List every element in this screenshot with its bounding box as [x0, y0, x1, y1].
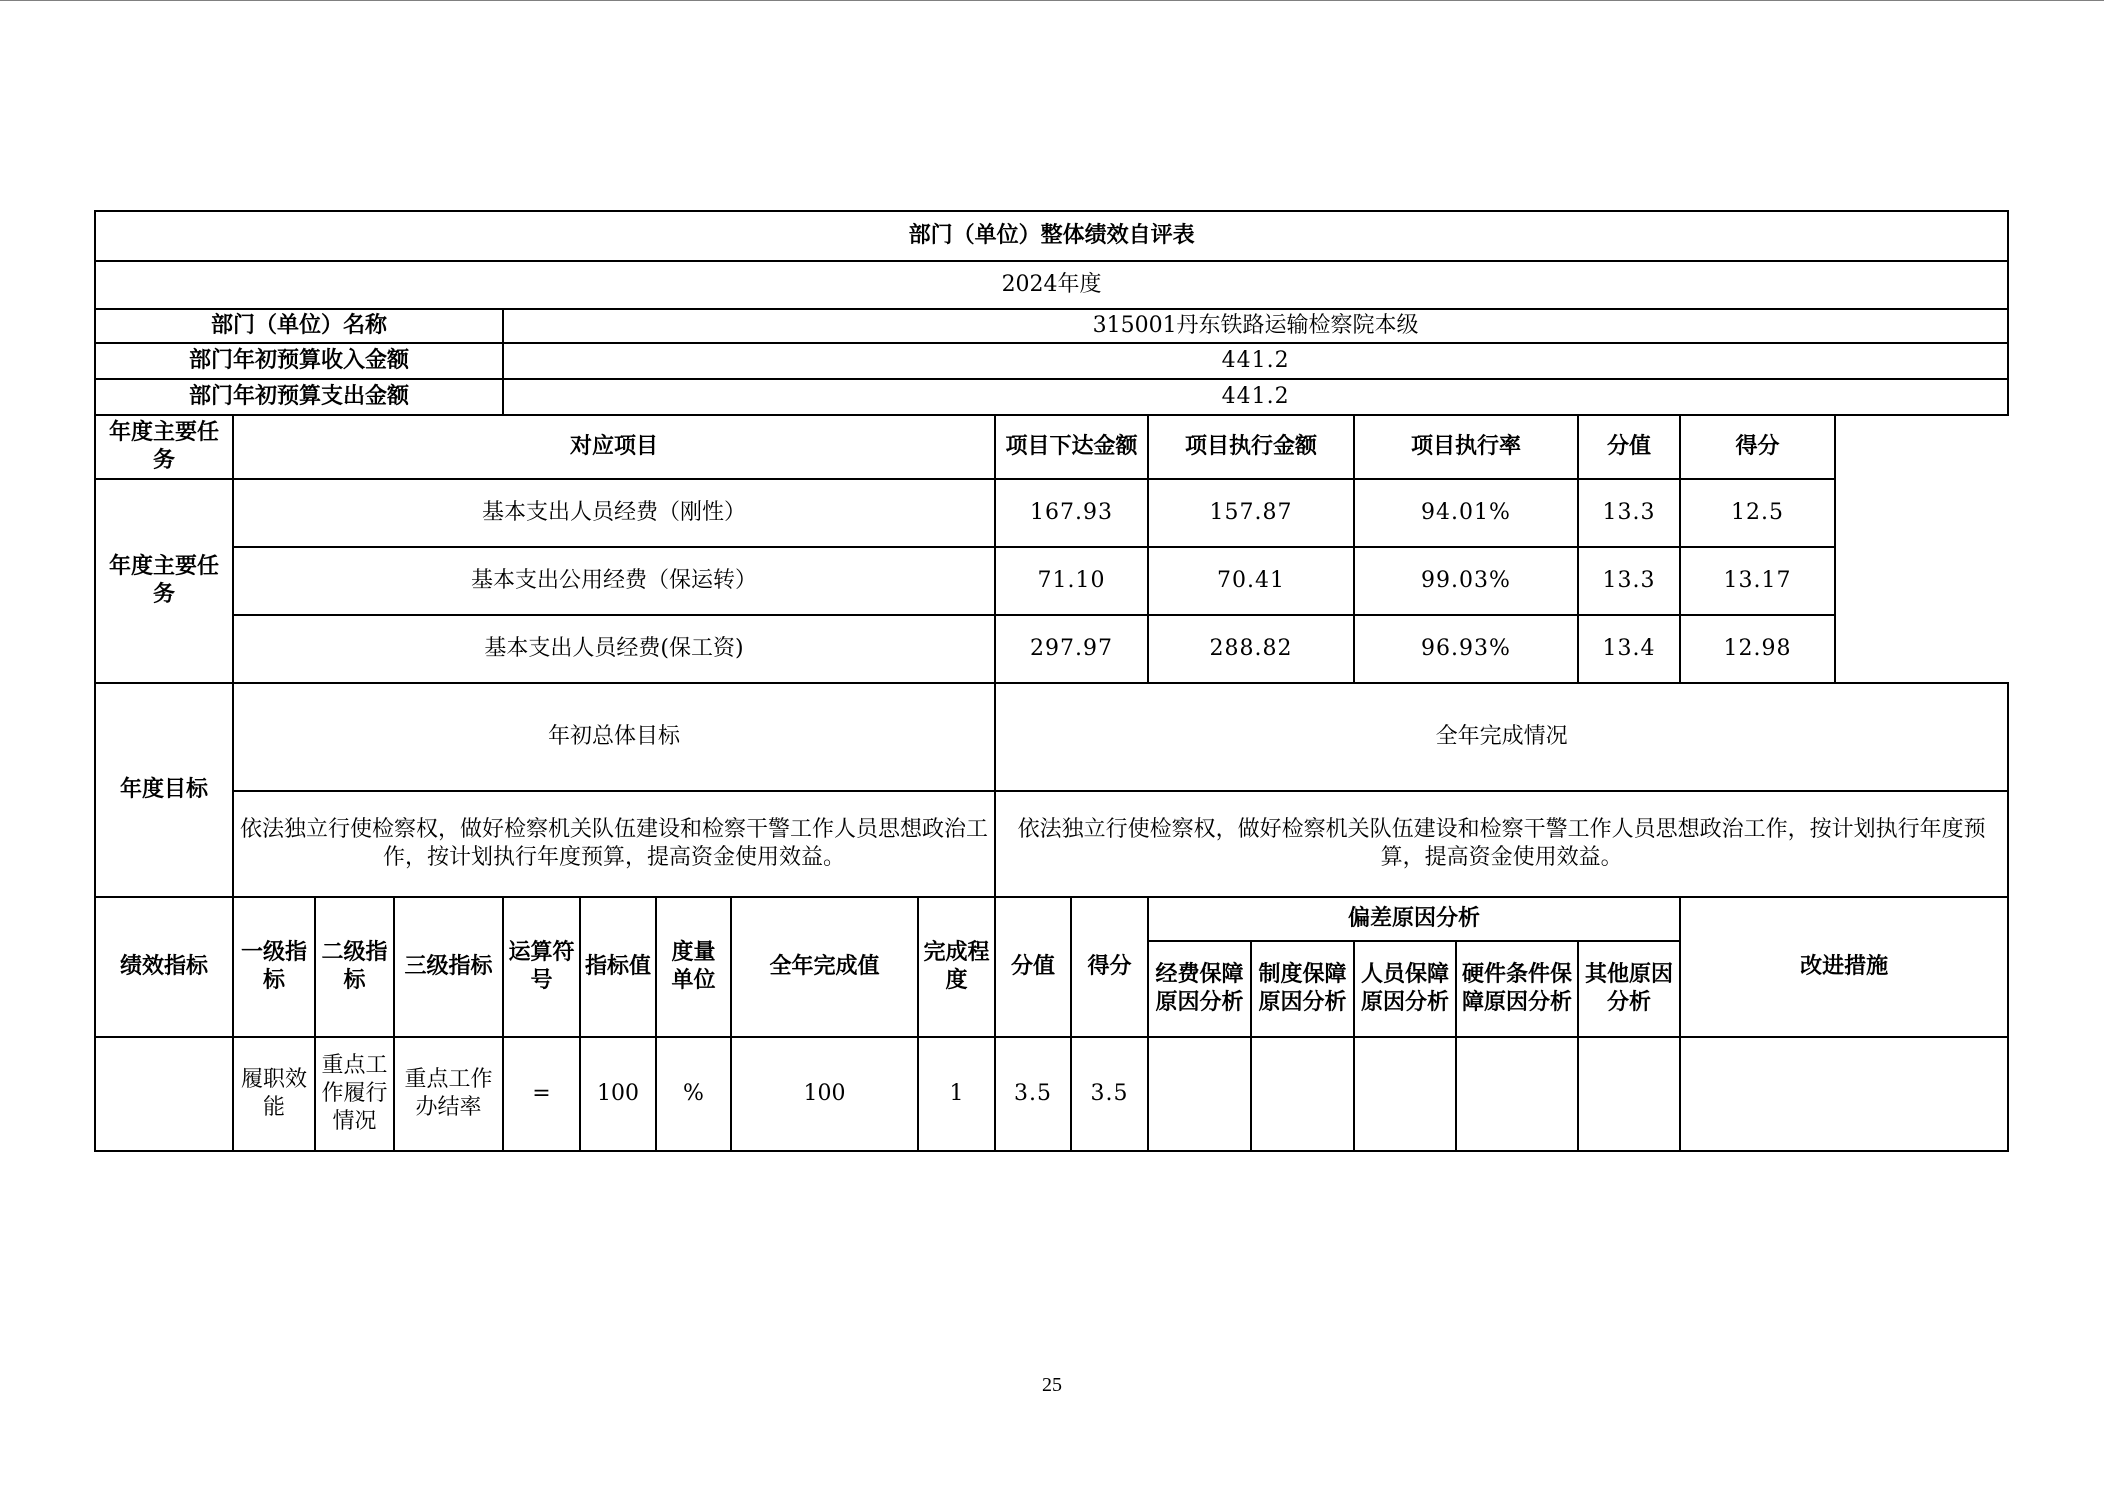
dev-funding-header: 经费保障原因分析	[1148, 941, 1251, 1037]
dev-personnel-header: 人员保障原因分析	[1354, 941, 1456, 1037]
annual-value-header: 全年完成值	[731, 897, 918, 1037]
completion-status-text: 依法独立行使检察权，做好检察机关队伍建设和检察干警工作人员思想政治工作，按计划执行年度预算，提高资金使用效益。	[995, 791, 2008, 897]
page-top-border	[0, 0, 2104, 1]
indicator-unit: %	[656, 1037, 731, 1151]
execution-rate-header: 项目执行率	[1354, 415, 1578, 479]
goals-header-row	[95, 683, 2008, 791]
task-rate: 94.01%	[1354, 479, 1578, 547]
task-score: 12.5	[1680, 479, 1835, 547]
performance-table	[94, 210, 2009, 1152]
completion-header: 完成程度	[918, 897, 995, 1037]
level2-header: 二级指标	[315, 897, 394, 1037]
indicator-level2: 重点工作履行情况	[315, 1037, 394, 1151]
task-score: 12.98	[1680, 615, 1835, 683]
level1-header: 一级指标	[233, 897, 315, 1037]
dept-name-row	[95, 309, 2008, 343]
initial-goal-header: 年初总体目标	[233, 683, 995, 791]
title-row	[95, 211, 2008, 261]
dept-name-value: 315001丹东铁路运输检察院本级	[503, 309, 2008, 343]
indicator-improvement	[1680, 1037, 2008, 1151]
indicator-score-value-header: 分值	[995, 897, 1071, 1037]
indicator-row	[95, 1037, 2008, 1151]
executed-amount-header: 项目执行金额	[1148, 415, 1354, 479]
task-header-row	[95, 415, 2008, 479]
project-header: 对应项目	[233, 415, 995, 479]
indicator-dev-system	[1251, 1037, 1354, 1151]
indicator-score-value: 3.5	[995, 1037, 1071, 1151]
indicator-side-cell	[95, 1037, 233, 1151]
operator-header: 运算符号	[503, 897, 580, 1037]
fiscal-year: 2024年度	[95, 261, 2008, 309]
unit-header: 度量单位	[656, 897, 731, 1037]
dev-other-header: 其他原因分析	[1578, 941, 1680, 1037]
task-executed: 70.41	[1148, 547, 1354, 615]
year-row	[95, 261, 2008, 309]
completion-status-header: 全年完成情况	[995, 683, 2008, 791]
improvement-header: 改进措施	[1680, 897, 2008, 1037]
dept-name-label: 部门（单位）名称	[95, 309, 503, 343]
task-allocated: 167.93	[995, 479, 1148, 547]
score-value-header: 分值	[1578, 415, 1680, 479]
initial-goal-text: 依法独立行使检察权，做好检察机关队伍建设和检察干警工作人员思想政治工作，按计划执行年度预算，提高资金使用效益。	[233, 791, 995, 897]
task-executed: 157.87	[1148, 479, 1354, 547]
indicator-completion: 1	[918, 1037, 995, 1151]
budget-expense-row	[95, 379, 2008, 415]
indicator-annual-value: 100	[731, 1037, 918, 1151]
budget-expense-value: 441.2	[503, 379, 2008, 415]
budget-expense-label: 部门年初预算支出金额	[95, 379, 503, 415]
indicator-dev-personnel	[1354, 1037, 1456, 1151]
level3-header: 三级指标	[394, 897, 503, 1037]
indicator-dev-funding	[1148, 1037, 1251, 1151]
table-title: 部门（单位）整体绩效自评表	[95, 211, 2008, 261]
indicator-label: 绩效指标	[95, 897, 233, 1037]
task-executed: 288.82	[1148, 615, 1354, 683]
dev-system-header: 制度保障原因分析	[1251, 941, 1354, 1037]
task-project: 基本支出人员经费（刚性）	[233, 479, 995, 547]
indicator-dev-hardware	[1456, 1037, 1578, 1151]
score-header: 得分	[1680, 415, 1835, 479]
task-score-value: 13.3	[1578, 479, 1680, 547]
task-row	[95, 547, 2008, 615]
indicator-score: 3.5	[1071, 1037, 1148, 1151]
indicator-header-row-1	[95, 897, 2008, 941]
task-rate: 99.03%	[1354, 547, 1578, 615]
indicator-level1: 履职效能	[233, 1037, 315, 1151]
indicator-dev-other	[1578, 1037, 1680, 1151]
task-score: 13.17	[1680, 547, 1835, 615]
budget-income-value: 441.2	[503, 343, 2008, 379]
budget-income-label: 部门年初预算收入金额	[95, 343, 503, 379]
task-side-label: 年度主要任务	[95, 479, 233, 683]
task-allocated: 297.97	[995, 615, 1148, 683]
task-score-value: 13.4	[1578, 615, 1680, 683]
task-row	[95, 615, 2008, 683]
task-score-value: 13.3	[1578, 547, 1680, 615]
allocated-amount-header: 项目下达金额	[995, 415, 1148, 479]
goals-text-row	[95, 791, 2008, 897]
task-rate: 96.93%	[1354, 615, 1578, 683]
annual-goal-label: 年度目标	[95, 683, 233, 897]
task-row	[95, 479, 2008, 547]
task-label-header: 年度主要任务	[95, 415, 233, 479]
indicator-level3: 重点工作办结率	[394, 1037, 503, 1151]
task-project: 基本支出人员经费(保工资)	[233, 615, 995, 683]
deviation-header: 偏差原因分析	[1148, 897, 1680, 941]
dev-hardware-header: 硬件条件保障原因分析	[1456, 941, 1578, 1037]
indicator-operator: =	[503, 1037, 580, 1151]
page-number: 25	[1042, 1374, 1062, 1396]
target-header: 指标值	[580, 897, 656, 1037]
indicator-target: 100	[580, 1037, 656, 1151]
task-allocated: 71.10	[995, 547, 1148, 615]
indicator-score-header: 得分	[1071, 897, 1148, 1037]
task-project: 基本支出公用经费（保运转）	[233, 547, 995, 615]
budget-income-row	[95, 343, 2008, 379]
